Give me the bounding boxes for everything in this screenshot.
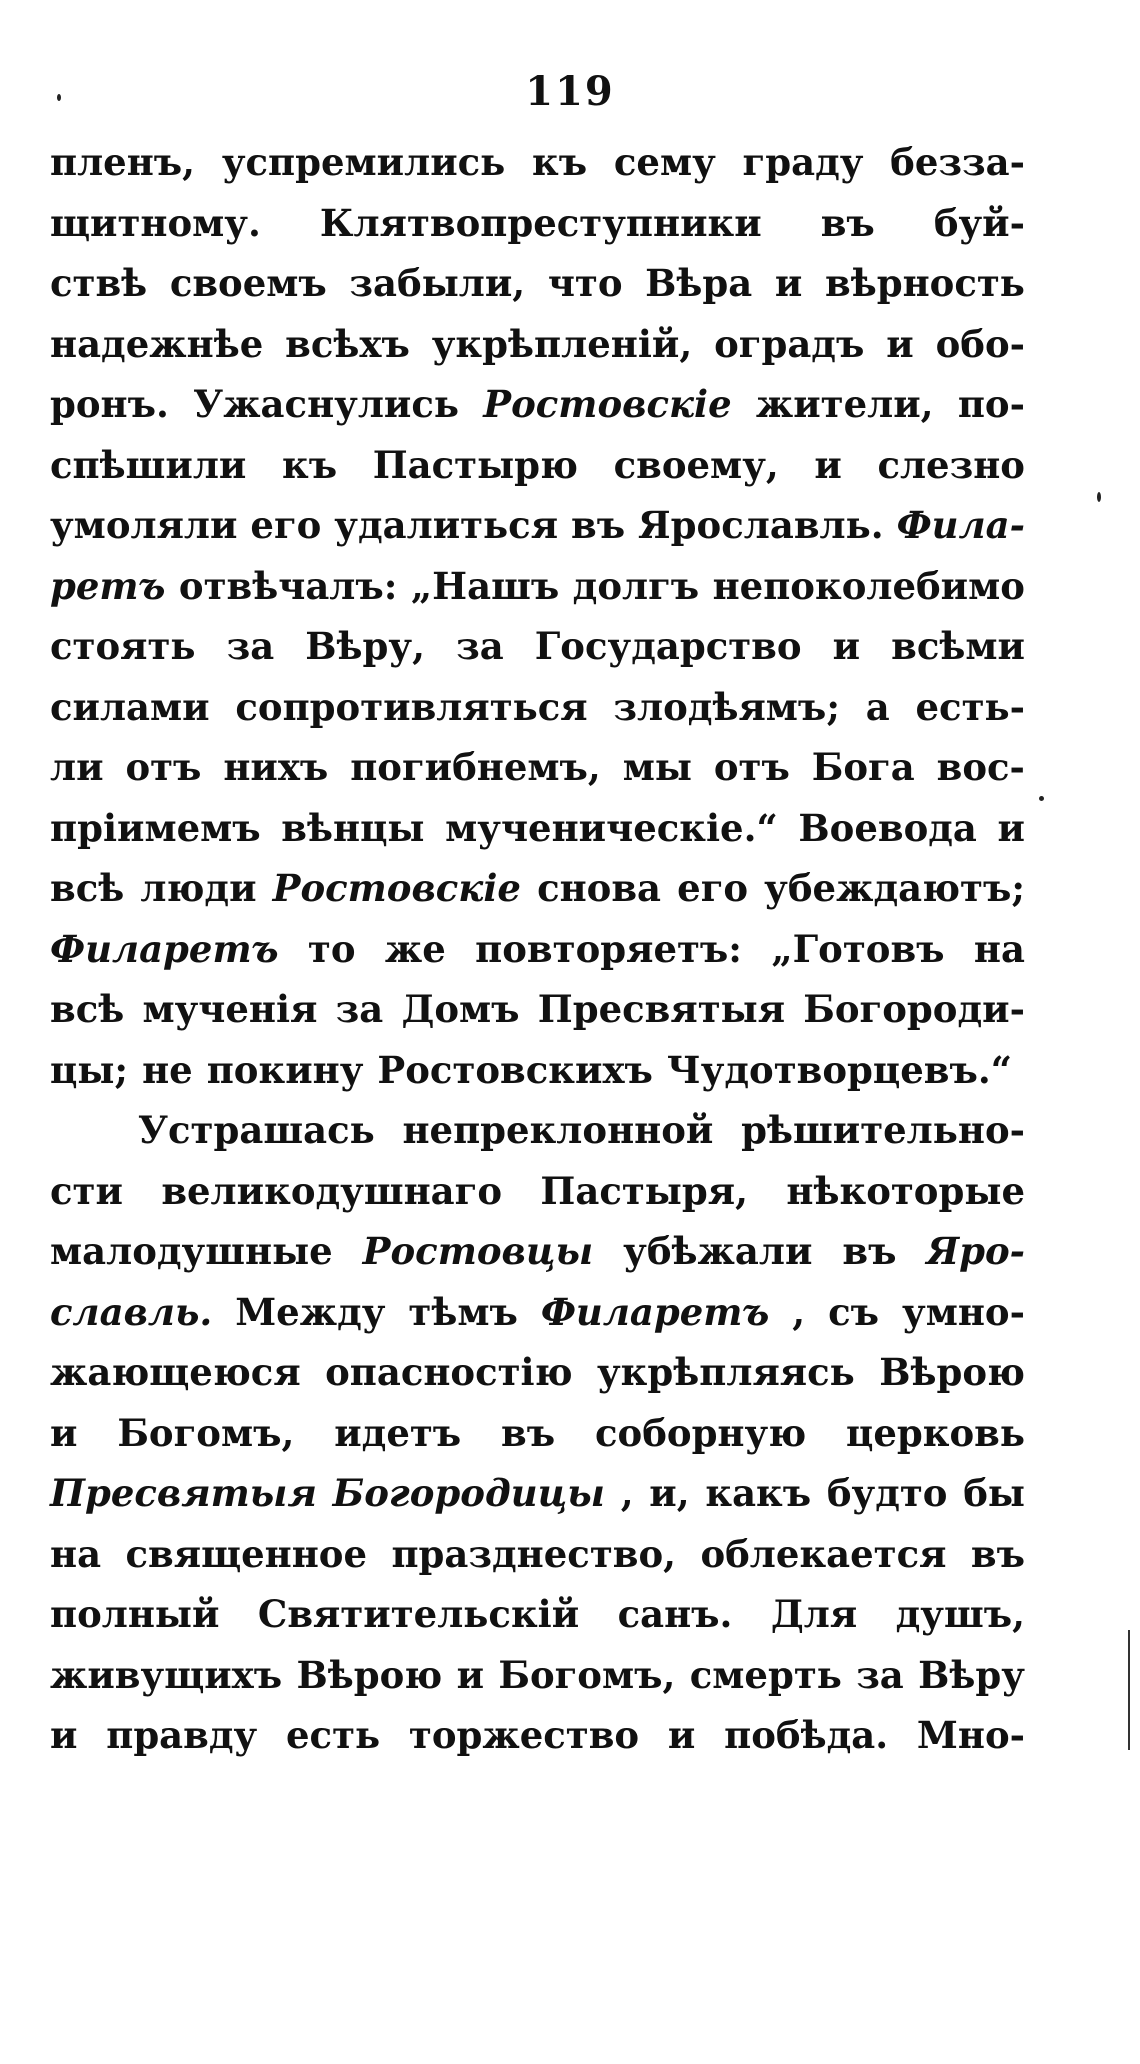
text-line xyxy=(50,624,1025,685)
word: умоляли xyxy=(50,503,238,547)
word: Святительскій xyxy=(257,1592,580,1636)
word: всѣхъ xyxy=(285,321,410,366)
word: ронъ. xyxy=(50,382,169,426)
text-line xyxy=(50,1592,1025,1653)
word: празднество, xyxy=(391,1531,677,1576)
word: душъ, xyxy=(895,1592,1025,1636)
word: вѣнцы xyxy=(281,805,425,850)
word: соборную xyxy=(595,1410,807,1455)
word: отъ xyxy=(713,745,790,789)
word: за xyxy=(335,987,384,1031)
word: умно- xyxy=(902,1289,1025,1334)
word: „Готовъ xyxy=(771,926,945,971)
word: силами xyxy=(50,684,210,729)
word: Ростовскіе xyxy=(483,382,732,426)
word: и xyxy=(50,1713,78,1757)
word: Богороди- xyxy=(803,987,1025,1031)
text-line xyxy=(50,140,1025,201)
word: опасностію xyxy=(325,1350,573,1394)
word: санъ. xyxy=(617,1592,733,1636)
word: правду xyxy=(106,1713,258,1757)
body-text xyxy=(50,140,1025,1774)
word: люди xyxy=(140,866,257,910)
word: и xyxy=(456,1652,485,1697)
word: Богомъ, xyxy=(117,1410,295,1455)
word: Вѣру xyxy=(918,1652,1025,1697)
word: оградъ xyxy=(714,321,865,366)
word: съ xyxy=(828,1289,880,1334)
word: и xyxy=(997,805,1025,850)
word: Пресвятыя xyxy=(50,1471,317,1515)
word: Государство xyxy=(534,624,802,668)
word: а xyxy=(865,684,890,729)
text-line xyxy=(50,1653,1025,1714)
word: ретъ xyxy=(50,563,166,608)
margin-scan-line xyxy=(1128,1630,1130,1750)
word: и xyxy=(886,321,914,366)
word: всѣ xyxy=(50,866,125,910)
word: Ужаснулись xyxy=(193,382,460,426)
word: побѣда. xyxy=(724,1713,889,1757)
word: его xyxy=(677,866,749,910)
word: въ xyxy=(820,200,875,245)
word: въ xyxy=(970,1531,1025,1576)
word: обо- xyxy=(935,321,1025,366)
word: церковь xyxy=(846,1410,1025,1455)
word: и xyxy=(667,1713,696,1757)
text-line xyxy=(50,382,1025,443)
text-line xyxy=(50,987,1025,1048)
word: жители, xyxy=(755,382,934,426)
text-line xyxy=(50,1108,1025,1169)
word: Филаретъ xyxy=(50,926,279,971)
text-line xyxy=(50,1532,1025,1593)
word: Вѣру, xyxy=(305,624,425,668)
word: Мно- xyxy=(916,1713,1025,1757)
text-line xyxy=(50,503,1025,564)
word: же xyxy=(384,926,446,971)
text-line xyxy=(50,261,1025,322)
word: Пресвятыя xyxy=(537,987,786,1031)
ink-speck xyxy=(1039,796,1044,801)
word: тѣмъ xyxy=(408,1289,518,1334)
word: долгъ xyxy=(572,563,700,608)
word: за xyxy=(856,1652,904,1697)
text-line xyxy=(50,322,1025,383)
word: сопротивляться xyxy=(235,684,588,729)
word: убѣжали xyxy=(623,1229,813,1273)
word: цы; xyxy=(50,1047,129,1092)
text-line xyxy=(50,1229,1025,1290)
word: удалиться xyxy=(334,503,559,547)
word: граду xyxy=(742,140,864,184)
word: Ростовцы xyxy=(362,1229,594,1273)
word: къ xyxy=(532,140,588,184)
word: отвѣчалъ: xyxy=(178,563,398,608)
word: полный xyxy=(50,1592,220,1636)
word: идетъ xyxy=(334,1410,462,1455)
word: Ярославль. xyxy=(638,503,884,547)
text-line xyxy=(50,1169,1025,1230)
word: сему xyxy=(613,140,716,184)
word: Пастыря, xyxy=(540,1168,748,1213)
text-line xyxy=(50,564,1025,625)
word: къ xyxy=(281,442,338,487)
word: непоколебимо xyxy=(712,563,1025,608)
word: погибнемъ, xyxy=(350,745,601,789)
word: Яро- xyxy=(926,1229,1025,1273)
text-line xyxy=(50,1048,1025,1109)
word: , xyxy=(620,1471,634,1515)
word: славль. xyxy=(50,1289,213,1334)
word: непреклонной xyxy=(402,1108,714,1152)
word: спѣшили xyxy=(50,442,247,487)
word: и xyxy=(774,261,803,305)
word: облекается xyxy=(700,1531,947,1576)
word: покину xyxy=(206,1047,364,1092)
word: и, xyxy=(649,1471,690,1515)
word: Ростовскихъ xyxy=(377,1047,653,1092)
word: буй- xyxy=(933,200,1025,245)
word: на xyxy=(50,1531,102,1576)
word: Ростовскіе xyxy=(272,866,521,910)
word: священное xyxy=(125,1531,368,1576)
text-line xyxy=(50,1411,1025,1472)
word: повторяетъ: xyxy=(475,926,742,971)
word: рѣшительно- xyxy=(741,1108,1025,1152)
text-line xyxy=(50,1713,1025,1774)
ink-speck xyxy=(1097,492,1101,502)
word: ствѣ xyxy=(50,261,148,305)
text-line xyxy=(50,685,1025,746)
word: торжество xyxy=(408,1713,640,1757)
word: „Нашъ xyxy=(410,563,560,608)
word: ли xyxy=(50,745,104,789)
text-line xyxy=(50,866,1025,927)
word: его xyxy=(250,503,322,547)
word: Между xyxy=(235,1289,386,1334)
word: мы xyxy=(622,745,692,789)
word: Бога xyxy=(811,745,915,789)
word: по- xyxy=(957,382,1025,426)
word: стоять xyxy=(50,624,196,668)
word: Вѣра xyxy=(645,261,753,305)
word: Богомъ, xyxy=(498,1652,676,1697)
text-line xyxy=(50,927,1025,988)
word: Клятвопреступники xyxy=(319,200,762,245)
word: Фила- xyxy=(896,503,1025,547)
text-line xyxy=(50,745,1025,806)
word: жающеюся xyxy=(50,1350,301,1394)
word: то xyxy=(307,926,356,971)
word: какъ xyxy=(705,1471,812,1515)
word: вѣрность xyxy=(824,261,1025,305)
word: нихъ xyxy=(223,745,329,789)
word: пленъ, xyxy=(50,140,196,184)
word: надежнѣе xyxy=(50,321,264,366)
word: великодушнаго xyxy=(161,1168,503,1213)
word: своемъ xyxy=(169,261,327,305)
word: Воевода xyxy=(798,805,977,850)
word: нѣкоторые xyxy=(786,1168,1025,1213)
word: Богородицы xyxy=(332,1471,605,1515)
word: убеждаютъ; xyxy=(764,866,1025,910)
word: мученія xyxy=(142,987,318,1031)
word: забыли, xyxy=(349,261,526,305)
word: и xyxy=(832,624,861,668)
text-line xyxy=(50,806,1025,867)
word: всѣ xyxy=(50,987,125,1031)
word: всѣми xyxy=(891,624,1025,668)
word: на xyxy=(973,926,1025,971)
text-line xyxy=(50,201,1025,262)
text-line xyxy=(50,1350,1025,1411)
word: за xyxy=(456,624,504,668)
word: и xyxy=(814,442,842,487)
word: въ xyxy=(571,503,626,547)
word: Вѣрою xyxy=(296,1652,443,1697)
page-number: 119 xyxy=(525,68,615,115)
word: Устрашась xyxy=(138,1108,375,1152)
word: въ xyxy=(501,1410,556,1455)
word: смерть xyxy=(689,1652,842,1697)
text-line xyxy=(50,1471,1025,1532)
word: и xyxy=(50,1410,78,1455)
word: снова xyxy=(537,866,662,910)
word: живущихъ xyxy=(50,1652,283,1697)
word: укрѣпляясь xyxy=(596,1350,855,1394)
word: Вѣрою xyxy=(879,1350,1025,1394)
word: не xyxy=(142,1047,193,1092)
word: Пастырю xyxy=(372,442,578,487)
text-line xyxy=(50,443,1025,504)
word: укрѣпленій, xyxy=(431,321,693,366)
word: Филаретъ xyxy=(540,1289,770,1334)
word: пріимемъ xyxy=(50,805,261,850)
word: слезно xyxy=(877,442,1025,487)
word: вос- xyxy=(936,745,1025,789)
word: сти xyxy=(50,1168,123,1213)
word: Домъ xyxy=(401,987,520,1031)
word: успремились xyxy=(221,140,506,184)
word: бы xyxy=(963,1471,1025,1515)
word: есть- xyxy=(915,684,1025,729)
word: своему, xyxy=(613,442,779,487)
word: будто xyxy=(826,1471,948,1515)
word: щитному. xyxy=(50,200,261,245)
word: что xyxy=(547,261,623,305)
word: Чудотворцевъ.“ xyxy=(666,1047,1013,1092)
word: , xyxy=(792,1289,806,1334)
word: за xyxy=(226,624,275,668)
word: есть xyxy=(286,1713,381,1757)
word: малодушные xyxy=(50,1229,333,1273)
word: отъ xyxy=(125,745,202,789)
word: безза- xyxy=(890,140,1025,184)
word: злодѣямъ; xyxy=(613,684,840,729)
word: Для xyxy=(770,1592,858,1636)
text-line xyxy=(50,1290,1025,1351)
word: въ xyxy=(842,1229,897,1273)
word: мученическіе.“ xyxy=(445,805,778,850)
